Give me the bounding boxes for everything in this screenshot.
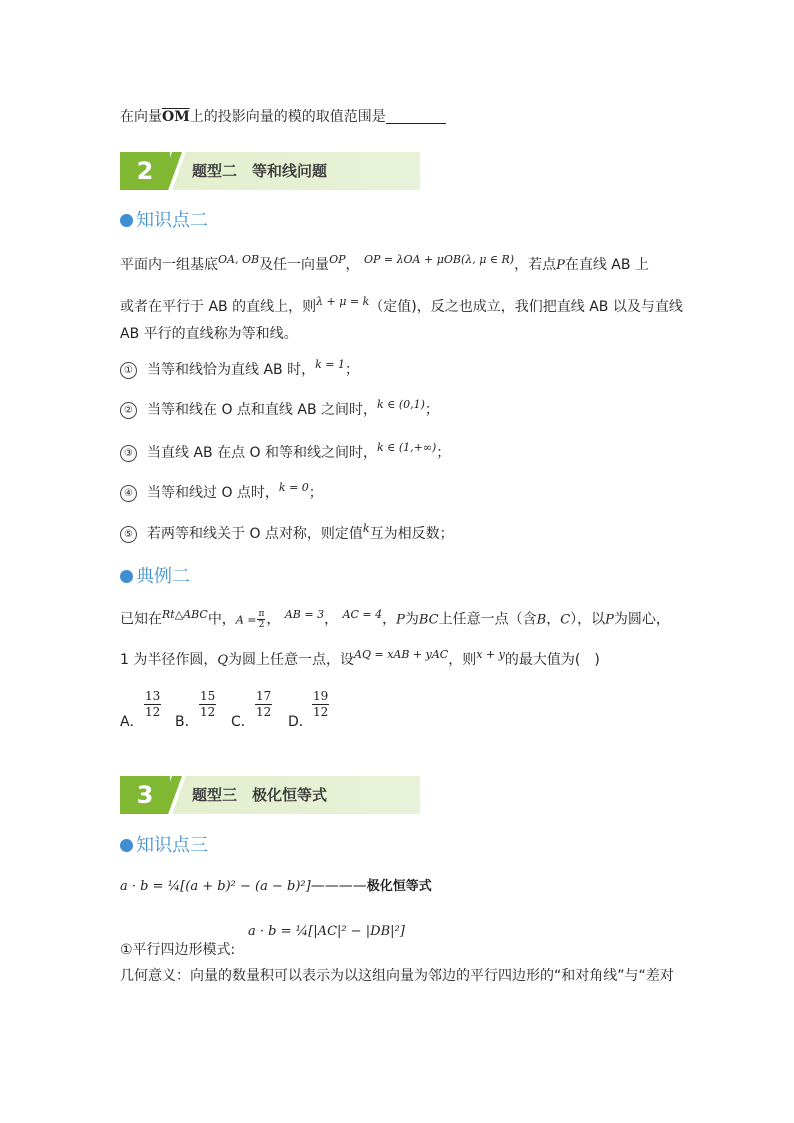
geometric-meaning: 几何意义：向量的数量积可以表示为以这组向量为邻边的平行四边形的“和对角线”与“差对 — [120, 968, 674, 984]
example-line-1: 已知在$^{Rt\triangle ABC}$中，A = $\frac{\pi}{2}$ ， $^{AB = 3}$， $^{AC = 4}$，P为BC上任意一点（含B，C），以P为圆心， — [120, 607, 670, 630]
paragraph-line-1: 平面内一组基底$^{OA, OB}$及任一向量$^{OP}$， $^{OP = \lambda OA + \mu OB(\lambda, \mu \in R)}$，若点P在直线 AB 上 — [120, 253, 649, 273]
question-line — [120, 108, 446, 126]
vector-om: $\overline{OM}$ — [162, 109, 190, 125]
section-banner-3 — [120, 776, 420, 814]
paragraph-line-3: AB 平行的直线称为等和线。 — [120, 326, 298, 342]
identity-formula: a · b = ¼[(a + b)² − (a − b)²] — [120, 879, 311, 894]
answer-blank[interactable] — [386, 109, 446, 124]
list-item: ③ 当直线 AB 在点 O 和等和线之间时，$^{k \in (1,+\infty)}$； — [120, 444, 450, 463]
bullet-dot-icon — [120, 570, 133, 583]
example-line-2: 1 为半径作圆，Q为圆上任意一点，设$^{AQ = xAB + yAC}$，则$^{x + y}$的最大值为( ) — [120, 648, 600, 668]
vector-op: OP — [329, 253, 346, 266]
vector-equation: OP = λOA + μOB(λ, μ ∈ R) — [363, 253, 515, 266]
section-banner-2 — [120, 152, 420, 190]
list-item: ① 当等和线恰为直线 AB 时，$^{k = 1}$； — [120, 361, 359, 380]
example-heading: 典例二 — [120, 562, 190, 588]
parallelogram-formula: a · b = ¼[|AC|² − |DB|²] — [248, 924, 405, 939]
section-number: 3 — [120, 776, 170, 814]
section-title: 题型二 等和线问题 — [192, 162, 328, 180]
sum-constant: λ + μ = k — [316, 295, 370, 308]
paragraph-line-2: 或者在平行于 AB 的直线上，则$^{\lambda + \mu = k}$（定值)，反之也成立，我们把直线 AB 以及与直线 — [120, 295, 683, 315]
vector-aq-equation: AQ = xAB + yAC — [354, 648, 449, 661]
question-text-suffix: 上的投影向量的模的取值范围是 — [189, 109, 386, 125]
question-text: 在向量 — [120, 109, 162, 125]
list-item: ④ 当等和线过 O 点时，$^{k = 0}$； — [120, 484, 323, 503]
fraction-pi-over-2: $\frac{\pi}{2}$ — [258, 609, 265, 630]
list-item: ② 当等和线在 O 点和直线 AB 之间时，$^{k \in (0,1)}$； — [120, 401, 439, 420]
knowledge-point-heading: 知识点三 — [120, 831, 208, 857]
section-number: 2 — [120, 152, 170, 190]
polarization-identity: a · b = ¼[(a + b)² − (a − b)²]————极化恒等式 — [120, 878, 432, 894]
knowledge-point-heading: 知识点二 — [120, 206, 208, 232]
vector-basis: OA, OB — [218, 253, 260, 266]
section-title: 题型三 极化恒等式 — [192, 786, 328, 804]
bullet-dot-icon — [120, 839, 133, 852]
parallelogram-label: ①平行四边形模式: — [120, 942, 236, 958]
list-item: ⑤ 若两等和线关于 O 点对称，则定值$^k$互为相反数； — [120, 525, 454, 544]
bullet-dot-icon — [120, 214, 133, 227]
